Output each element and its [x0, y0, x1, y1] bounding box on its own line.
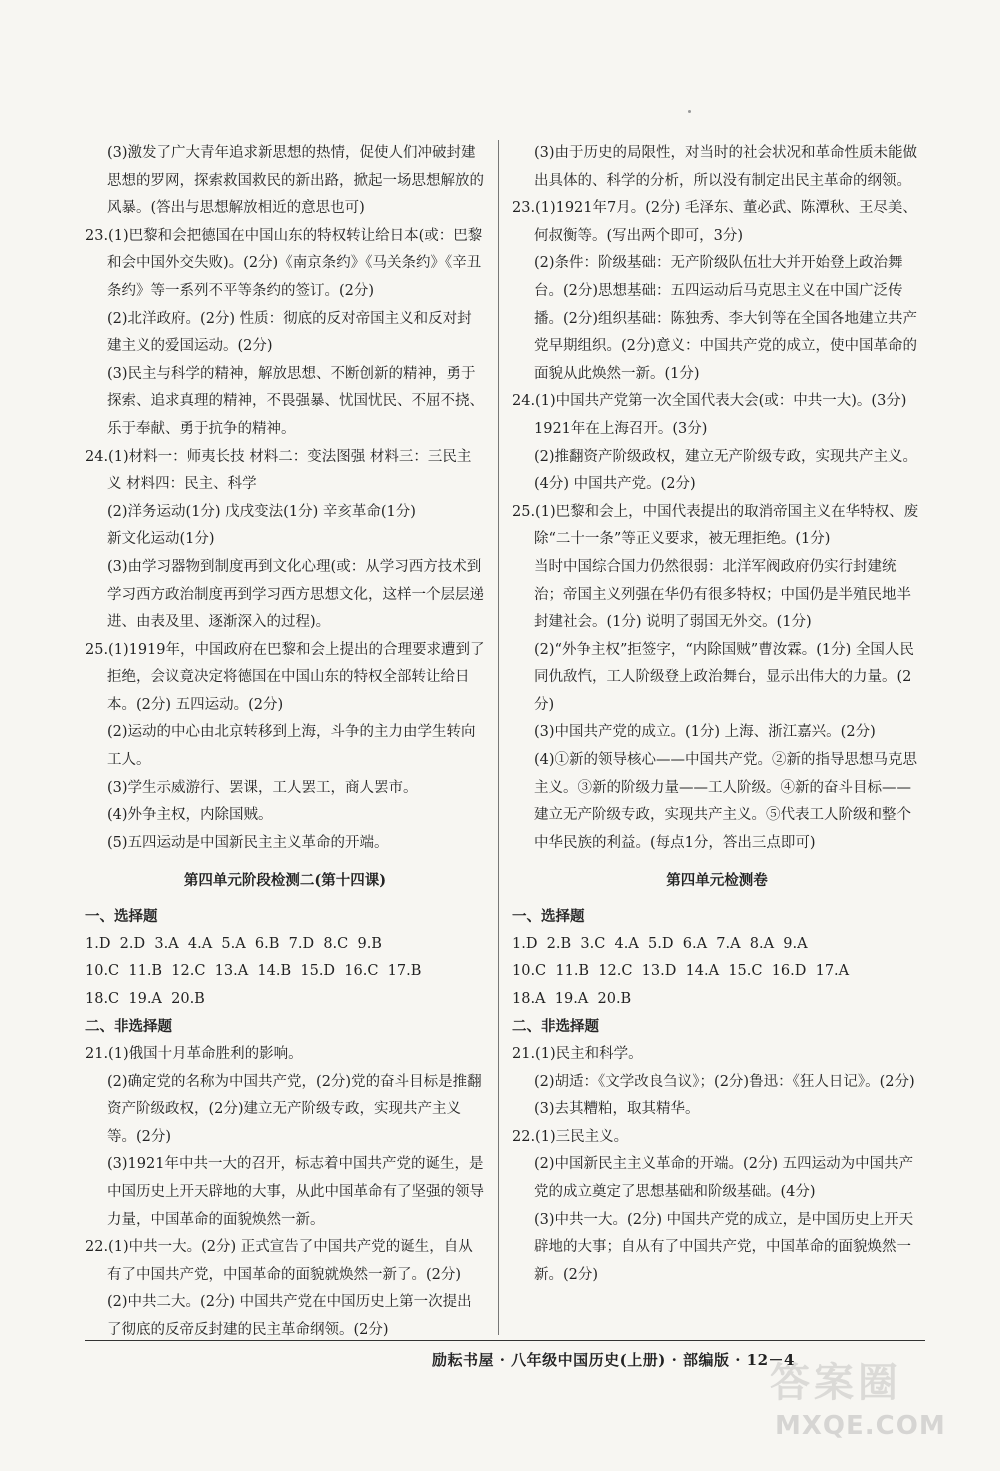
- answer-text: (3)中国共产党的成立。(1分) 上海、浙江嘉兴。(2分): [534, 724, 876, 741]
- question-25: 25.(1)1919年，中国政府在巴黎和会上提出的合理要求遭到了拒绝，会议竟决定将德国在中国山东的特权全部转让给日本。(2分) 五四运动。(2分): [85, 641, 485, 713]
- answer-text: (2)中国新民主主义革命的开端。(2分) 五四运动为中国共产党的成立奠定了思想基础和阶级基础。(4分): [534, 1156, 914, 1200]
- answer-text: (4)外争主权，内除国贼。: [107, 807, 273, 824]
- choice-answers: 1.D 2.D 3.A 4.A 5.A 6.B 7.D 8.C 9.B: [85, 935, 382, 952]
- choice-answers: 10.C 11.B 12.C 13.D 14.A 15.C 16.D 17.A: [512, 963, 850, 980]
- section-heading: 一、选择题: [85, 908, 158, 926]
- choice-answers: 10.C 11.B 12.C 13.A 14.B 15.D 16.C 17.B: [85, 963, 422, 980]
- answer-text: (3)民主与科学的精神，解放思想、不断创新的精神，勇于探索、追求真理的精神，不畏强暴、忧国忧民、不屈不挠、乐于奉献、勇于抗争的精神。: [107, 365, 484, 437]
- answer-text: (2)运动的中心由北京转移到上海，斗争的主力由学生转向工人。: [107, 724, 476, 769]
- right-column: [512, 140, 922, 1289]
- answer-text: (3)学生示威游行、罢课，工人罢工，商人罢市。: [107, 779, 418, 796]
- answer-text: (2)洋务运动(1分) 戊戌变法(1分) 辛亥革命(1分): [107, 503, 416, 520]
- answer-text: (5)五四运动是中国新民主主义革命的开端。: [107, 834, 389, 851]
- question-24: 24.(1)材料一：师夷长技 材料二：变法图强 材料三：三民主义 材料四：民主、科学: [85, 448, 472, 493]
- answer-text: (2)确定党的名称为中国共产党，(2分)党的奋斗目标是推翻资产阶级政权，(2分)建立无产阶级专政，实现共产主义等。(2分): [107, 1073, 482, 1145]
- choice-answers: 18.C 19.A 20.B: [85, 990, 205, 1007]
- answer-text: (3)由学习器物到制度再到文化心理(或：从学习西方技术到学习西方政治制度再到学习西方思想文化，这样一个层层递进、由表及里、逐渐深入的过程)。: [107, 558, 484, 631]
- left-column: [85, 140, 485, 1345]
- watermark: [760, 1351, 946, 1441]
- answer-text: (2)中共二大。(2分) 中国共产党在中国历史上第一次提出了彻底的反帝反封建的民主革命纲领。(2分): [107, 1294, 472, 1338]
- choice-answers: 1.D 2.B 3.C 4.A 5.D 6.A 7.A 8.A 9.A: [512, 935, 808, 952]
- question-21: 21.(1)民主和科学。: [512, 1046, 643, 1062]
- question-22: 22.(1)三民主义。: [512, 1128, 629, 1145]
- answer-text: (2)推翻资产阶级政权，建立无产阶级专政，实现共产主义。(4分) 中国共产党。(2分): [534, 448, 918, 493]
- watermark-logo: 答案圈: [770, 1360, 902, 1406]
- footer-text: 励耘书屋 · 八年级中国历史(上册) · 部编版 · 12－4: [431, 1351, 795, 1369]
- scan-speck: [688, 110, 691, 113]
- answer-text: (3)中共一大。(2分) 中国共产党的成立，是中国历史上开天辟地的大事；自从有了中国共产党，中国革命的面貌焕然一新。(2分): [534, 1211, 914, 1283]
- section-title: 第四单元阶段检测二(第十四课): [183, 872, 387, 890]
- answer-text: 当时中国综合国力仍然很弱：北洋军阀政府仍实行封建统治；帝国主义列强在华仍有很多特权；中国仍是半殖民地半封建社会。(1分) 说明了弱国无外交。(1分): [534, 558, 911, 631]
- answer-text: (4)①新的领导核心——中国共产党。②新的指导思想马克思主义。③新的阶级力量——工人阶级。④新的奋斗目标——建立无产阶级专政，实现共产主义。⑤代表工人阶级和整个中华民族的利益。(每点1分，答出三点即可): [534, 752, 918, 851]
- answer-text: (2)北洋政府。(2分) 性质：彻底的反对帝国主义和反对封建主义的爱国运动。(2分): [107, 310, 472, 355]
- answer-text: (2)胡适：《文学改良刍议》；(2分)鲁迅：《狂人日记》。(2分): [534, 1073, 915, 1090]
- answer-text: (3)由于历史的局限性，对当时的社会状况和革命性质未能做出具体的、科学的分析，所以没有制定出民主革命的纲领。: [534, 145, 918, 189]
- question-23: 23.(1)1921年7月。(2分) 毛泽东、董必武、陈潭秋、王尽美、何叔衡等。(写出两个即可，3分): [512, 200, 917, 244]
- section-heading: 二、非选择题: [512, 1018, 599, 1036]
- answer-text: (3)1921年中共一大的召开，标志着中国共产党的诞生，是中国历史上开天辟地的大事，从此中国革命有了坚强的领导力量，中国革命的面貌焕然一新。: [107, 1156, 484, 1228]
- choice-answers: 18.A 19.A 20.B: [512, 990, 632, 1007]
- answer-text: (3)去其糟粕，取其精华。: [534, 1101, 700, 1118]
- section-title: 第四单元检测卷: [666, 872, 768, 890]
- question-21: 21.(1)俄国十月革命胜利的影响。: [85, 1046, 303, 1062]
- watermark-text: MXQE.COM: [775, 1411, 946, 1441]
- question-24: 24.(1)中国共产党第一次全国代表大会(或：中共一大)。(3分) 1921年在上海召开。(3分): [512, 393, 907, 437]
- section-heading: 二、非选择题: [85, 1018, 172, 1036]
- answer-text: (2)条件：阶级基础：无产阶级队伍壮大并开始登上政治舞台。(2分)思想基础：五四运动后马克思主义在中国广泛传播。(2分)组织基础：陈独秀、李大钊等在全国各地建立共产党早期组织。(2分)意义：中国共产党的成立，使中国革命的面貌从此焕然一新。(1分): [534, 255, 918, 382]
- question-22: 22.(1)中共一大。(2分) 正式宣告了中国共产党的诞生，自从有了中国共产党，中国革命的面貌就焕然一新了。(2分): [85, 1239, 473, 1283]
- question-23: 23.(1)巴黎和会把德国在中国山东的特权转让给日本(或：巴黎和会中国外交失败)。(2分)《南京条约》《马关条约》《辛丑条约》等一系列不平等条约的签订。(2分): [85, 227, 483, 299]
- answer-text: (2)“外争主权”拒签字，“内除国贼”曹汝霖。(1分) 全国人民同仇敌忾，工人阶级登上政治舞台，显示出伟大的力量。(2分): [534, 641, 914, 713]
- column-divider: [498, 140, 499, 1335]
- question-25: 25.(1)巴黎和会上，中国代表提出的取消帝国主义在华特权、废除“二十一条”等正义要求，被无理拒绝。(1分): [512, 503, 919, 548]
- section-heading: 一、选择题: [512, 908, 585, 926]
- answer-text: (3)激发了广大青年追求新思想的热情，促使人们冲破封建思想的罗网，探索救国救民的新出路，掀起一场思想解放的风暴。(答出与思想解放相近的意思也可): [107, 145, 484, 217]
- answer-text: 新文化运动(1分): [107, 531, 215, 548]
